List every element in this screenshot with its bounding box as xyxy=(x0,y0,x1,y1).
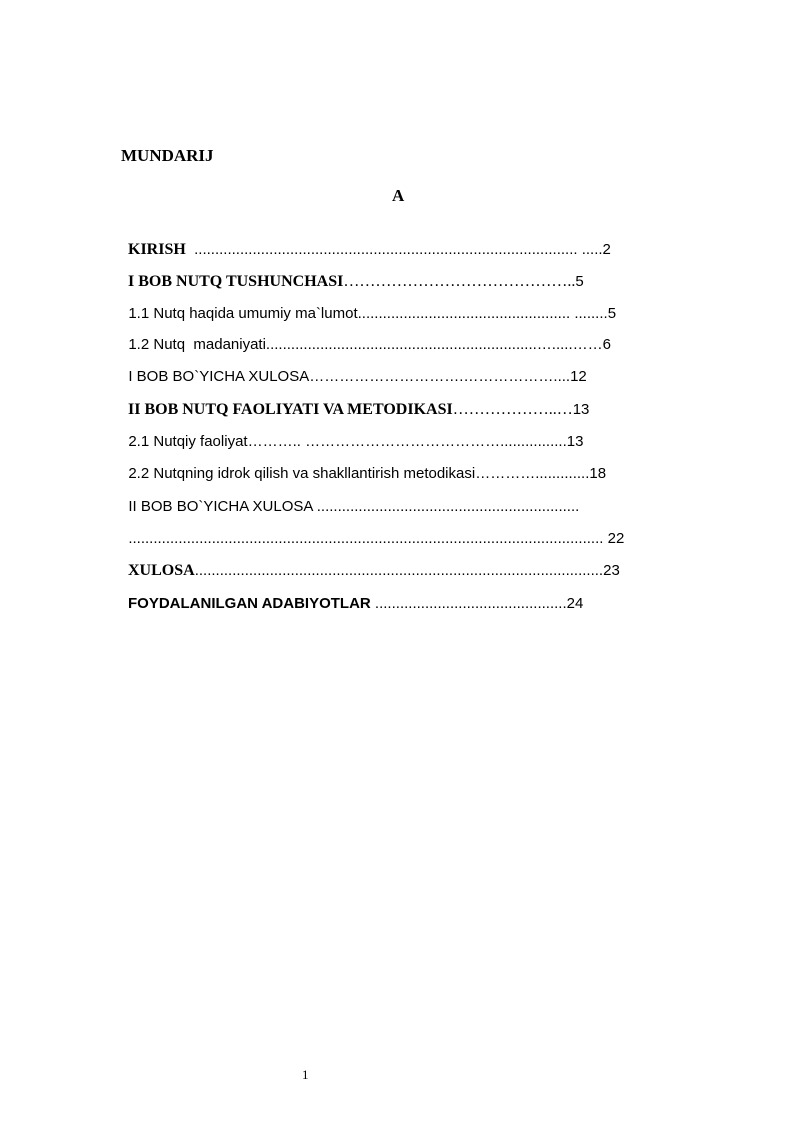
toc-entry-leader: .................................................................................................................. xyxy=(128,530,604,547)
toc-entry-page: 6 xyxy=(602,336,611,353)
toc-entry-title: KIRISH xyxy=(128,241,186,258)
toc-heading-line-2: A xyxy=(392,186,405,205)
toc-entry-page: 12 xyxy=(570,368,587,385)
toc-entry-leader: .................................................................….....…… xyxy=(265,336,603,353)
toc-entry-title: 2.2 Nutqning idrok qilish va shakllantirish metodikasi xyxy=(128,465,476,482)
toc-entry-page: 23 xyxy=(603,562,620,579)
toc-entry-title: 1.2 Nutq madaniyati xyxy=(128,336,266,353)
toc-entry-leader: ………………………….……………….... xyxy=(309,368,571,385)
toc-entry-leader: …………………………………….. xyxy=(343,273,576,290)
toc-entry-page: 2 xyxy=(602,241,611,258)
toc-entry-title: 1.1 Nutq haqida umumiy ma`lumot xyxy=(128,305,358,322)
toc-entry-leader: ……….. …………………………………................ xyxy=(247,433,567,450)
toc-heading-line-1: MUNDARIJ xyxy=(121,146,214,165)
toc-entry-title: I BOB BO`YICHA XULOSA xyxy=(128,368,310,385)
toc-entry-leader: ................................................... ........ xyxy=(357,305,608,322)
toc-entry-page: 18 xyxy=(589,465,607,482)
toc-entry-title: I BOB NUTQ TUSHUNCHASI xyxy=(128,273,344,290)
toc-entry-leader: ............................................................... xyxy=(312,498,580,515)
toc-entry-page: 24 xyxy=(566,595,584,612)
toc-entry-title: XULOSA xyxy=(128,562,195,579)
toc-entry-page: 5 xyxy=(575,273,584,290)
toc-entry-page: 13 xyxy=(572,401,590,418)
toc-entry-title: 2.1 Nutqiy faoliyat xyxy=(128,433,248,450)
toc-entry-title: II BOB BO`YICHA XULOSA xyxy=(128,498,313,515)
toc-entry-leader: .............................................. xyxy=(370,595,567,612)
toc-entry-title: FOYDALANILGAN ADABIYOTLAR xyxy=(128,595,371,612)
toc-entry-title: II BOB NUTQ FAOLIYATI VA METODIKASI xyxy=(128,401,453,418)
toc-entry-page: 5 xyxy=(607,305,617,322)
toc-entry xyxy=(120,574,583,614)
toc-entry-page: 13 xyxy=(566,433,584,450)
toc-entry-leader: .................................................................................................. xyxy=(194,562,604,579)
toc-entry-leader: ............................................................................................ ..... xyxy=(185,241,603,258)
toc-entry-leader: …………............. xyxy=(475,465,590,482)
toc-entry-page: 22 xyxy=(603,530,625,547)
page-number: 1 xyxy=(302,1067,309,1082)
toc-entry-leader: ………………..… xyxy=(452,401,573,418)
